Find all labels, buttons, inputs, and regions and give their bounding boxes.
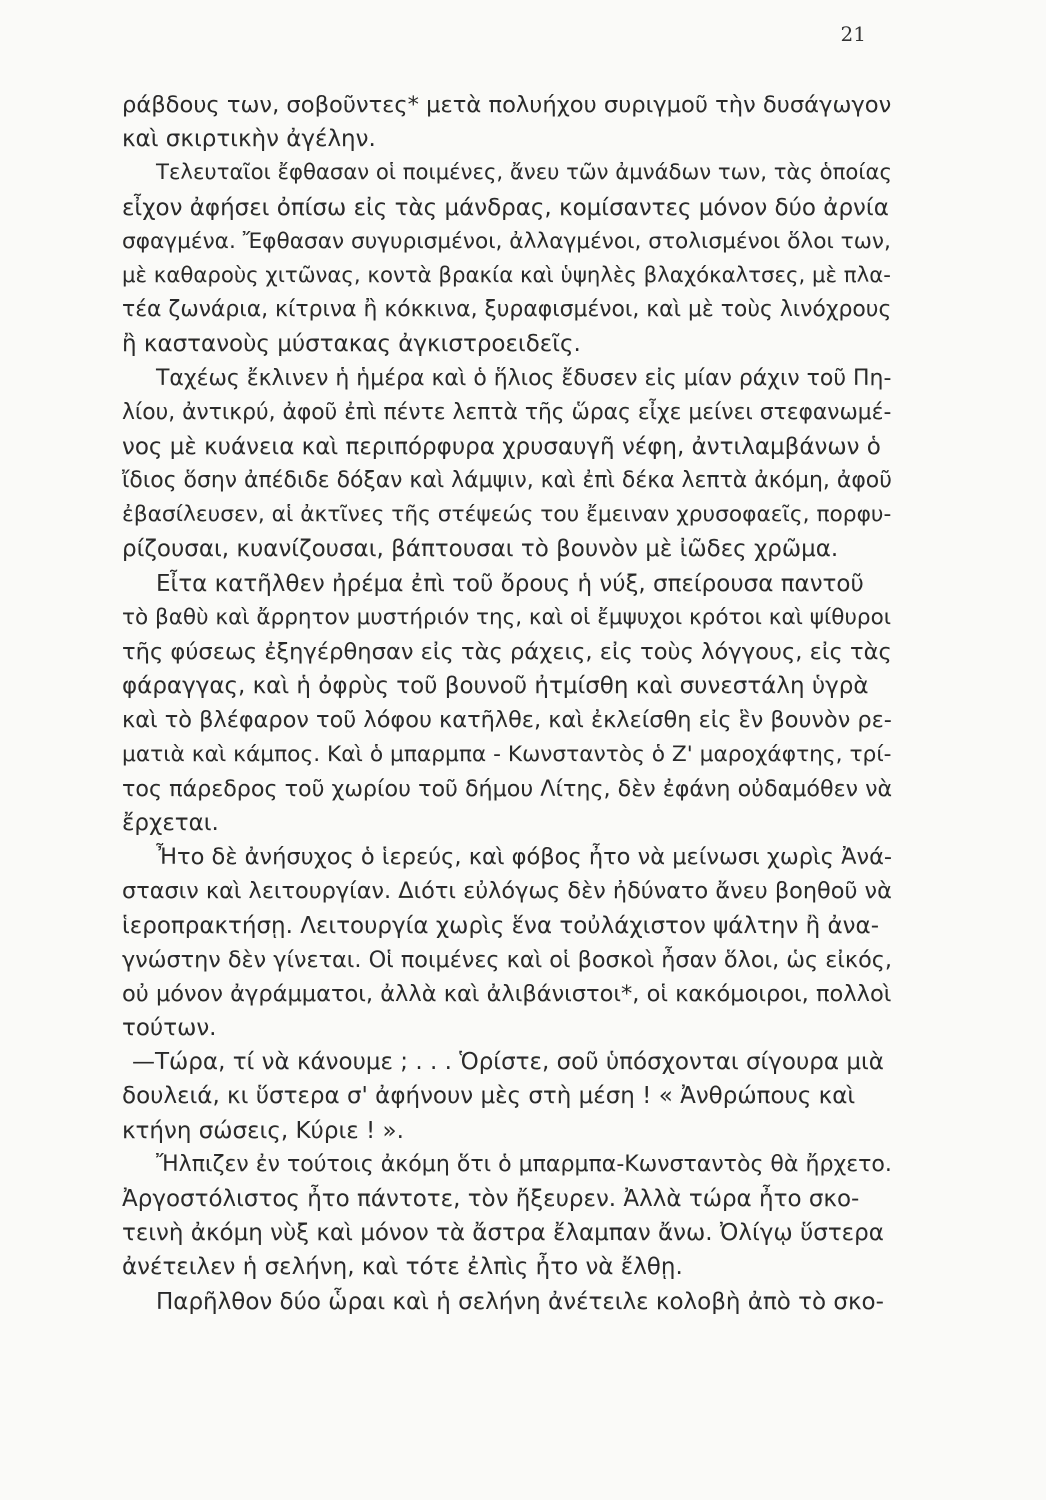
text-line: Παρῆλθον δύο ὧραι καὶ ἡ σελήνη ἀνέτειλε κολοβὴ ἀπὸ τὸ σκο- <box>156 1288 884 1315</box>
text-line: τέα ζωνάρια, κίτρινα ἢ κόκκινα, ξυραφισμένοι, καὶ μὲ τοὺς λινόχρους <box>122 297 892 323</box>
text-line: τεινὴ ἀκόμη νὺξ καὶ μόνον τὰ ἄστρα ἔλαμπαν ἄνω. Ὀλίγῳ ὕστερα <box>122 1220 884 1247</box>
text-line: σφαγμένα. Ἔφθασαν συγυρισμένοι, ἀλλαγμένοι, στολισμένοι ὅλοι των, <box>122 228 891 254</box>
text-line: Ἤλπιζεν ἐν τούτοις ἀκόμη ὅτι ὁ μπαρμπα-Κωνσταντὸς θὰ ἤρχετο. <box>156 1151 892 1177</box>
text-line: κτήνη σώσεις, Κύριε ! ». <box>122 1117 404 1144</box>
body-text <box>122 88 892 1319</box>
text-line: νος μὲ κυάνεια καὶ περιπόρφυρα χρυσαυγῆ νέφη, ἀντιλαμβάνων ὁ <box>122 433 881 460</box>
text-line: γνώστην δὲν γίνεται. Οἱ ποιμένες καὶ οἱ βοσκοὶ ἦσαν ὅλοι, ὡς εἰκός, <box>122 946 893 973</box>
text-line: Τελευταῖοι ἔφθασαν οἱ ποιμένες, ἄνευ τῶν ἀμνάδων των, τὰς ὁποίας <box>156 160 892 186</box>
text-line: καὶ τὸ βλέφαρον τοῦ λόφου κατῆλθε, καὶ ἐκλείσθη εἰς ἓν βουνὸν ρε- <box>122 707 892 734</box>
text-line: εἶχον ἀφήσει ὀπίσω εἰς τὰς μάνδρας, κομίσαντες μόνον δύο ἀρνία <box>122 194 889 221</box>
text-line: ἐβασίλευσεν, αἱ ἀκτῖνες τῆς στέψεώς του ἔμειναν χρυσοφαεῖς, πορφυ- <box>122 502 892 528</box>
text-line: Ἀργοστόλιστος ἦτο πάντοτε, τὸν ἤξευρεν. Ἀλλὰ τώρα ἦτο σκο- <box>122 1186 860 1212</box>
text-line: τος πάρεδρος τοῦ χωρίου τοῦ δήμου Λίτης, δὲν ἐφάνη οὐδαμόθεν νὰ <box>122 775 893 802</box>
text-line: καὶ σκιρτικὴν ἀγέλην. <box>122 126 376 153</box>
text-line: ἱεροπρακτήσῃ. Λειτουργία χωρὶς ἕνα τοὐλάχιστον ψάλτην ἢ ἀνα- <box>122 912 879 939</box>
text-line: ἴδιος ὅσην ἀπέδιδε δόξαν καὶ λάμψιν, καὶ ἐπὶ δέκα λεπτὰ ἀκόμη, ἀφοῦ <box>122 468 892 494</box>
text-line: ἀνέτειλεν ἡ σελήνη, καὶ τότε ἐλπὶς ἦτο νὰ ἔλθῃ. <box>122 1254 683 1281</box>
text-line: φάραγγας, καὶ ἡ ὀφρὺς τοῦ βουνοῦ ἠτμίσθη καὶ συνεστάλη ὑγρὰ <box>122 673 869 700</box>
text-line: ράβδους των, σοβοῦντες* μετὰ πολυήχου συριγμοῦ τὴν δυσάγωγον <box>122 92 892 118</box>
text-line: ἢ καστανοὺς μύστακας ἀγκιστροειδεῖς. <box>122 331 581 358</box>
text-line: τούτων. <box>122 1015 217 1042</box>
text-line: λίου, ἀντικρύ, ἀφοῦ ἐπὶ πέντε λεπτὰ τῆς ὥρας εἶχε μείνει στεφανωμέ- <box>122 399 892 425</box>
text-line: Ταχέως ἔκλινεν ἡ ἡμέρα καὶ ὁ ἥλιος ἔδυσεν εἰς μίαν ράχιν τοῦ Πη- <box>156 365 892 391</box>
page-number: 21 <box>840 22 866 46</box>
text-line: Εἶτα κατῆλθεν ἠρέμα ἐπὶ τοῦ ὄρους ἡ νύξ, σπείρουσα παντοῦ <box>156 570 864 597</box>
text-line: ἔρχεται. <box>122 809 219 836</box>
text-line: Ἦτο δὲ ἀνήσυχος ὁ ἱερεύς, καὶ φόβος ἦτο νὰ μείνωσι χωρὶς Ἀνά- <box>156 844 893 871</box>
text-line: δουλειά, κι ὕστερα σ' ἀφήνουν μὲς στὴ μέση ! « Ἀνθρώπους καὶ <box>122 1083 856 1110</box>
text-line: οὐ μόνον ἀγράμματοι, ἀλλὰ καὶ ἀλιβάνιστοι*, οἱ κακόμοιροι, πολλοὶ <box>122 980 892 1007</box>
text-line: —Τώρα, τί νὰ κάνουμε ; . . . Ὁρίστε, σοῦ ὑπόσχονται σίγουρα μιὰ <box>132 1049 884 1076</box>
text-line: μὲ καθαροὺς χιτῶνας, κοντὰ βρακία καὶ ὑψηλὲς βλαχόκαλτσες, μὲ πλα- <box>122 262 891 288</box>
text-line: τὸ βαθὺ καὶ ἄρρητον μυστήριόν της, καὶ οἱ ἔμψυχοι κρότοι καὶ ψίθυροι <box>122 604 892 630</box>
text-line: ρίζουσαι, κυανίζουσαι, βάπτουσαι τὸ βουνὸν μὲ ἰῶδες χρῶμα. <box>122 536 839 563</box>
text-line: τῆς φύσεως ἐξηγέρθησαν εἰς τὰς ράχεις, εἰς τοὺς λόγγους, εἰς τὰς <box>122 639 892 665</box>
text-line: στασιν καὶ λειτουργίαν. Διότι εὐλόγως δὲν ἠδύνατο ἄνευ βοηθοῦ νὰ <box>122 878 892 905</box>
text-line: ματιὰ καὶ κάμπος. Καὶ ὁ μπαρμπα - Κωνσταντὸς ὁ Ζ' μαροχάφτης, τρί- <box>122 741 892 767</box>
